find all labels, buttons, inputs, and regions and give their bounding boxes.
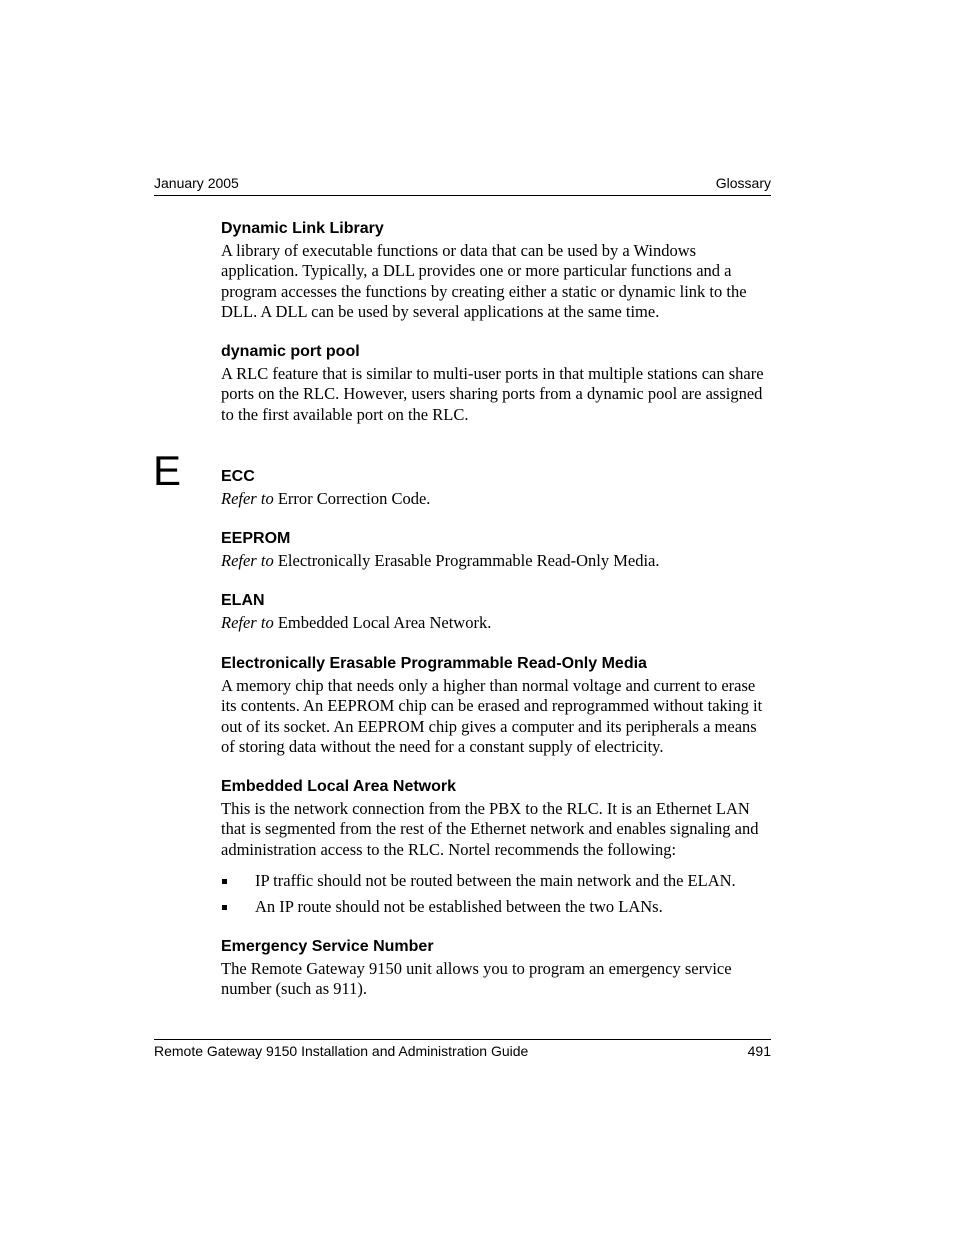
entry-definition: A library of executable functions or data that can be used by a Windows application. Typically, a DLL provides one or more particular functions and a program accesses the functions by creating either a static or dynamic link to the DLL. A DLL can be used by several applications at the same time. — [221, 241, 747, 321]
glossary-entry — [221, 467, 773, 509]
square-bullet-icon — [222, 905, 227, 910]
entry-definition: This is the network connection from the PBX to the RLC. It is an Ethernet LAN that is segmented from the rest of the Ethernet network and enables signaling and administration access to the RLC. Nortel recommends the following: — [221, 799, 759, 859]
refer-to-label: Refer to — [221, 489, 274, 508]
glossary-entry — [221, 937, 773, 1000]
glossary-entry — [221, 529, 773, 571]
glossary-entry — [221, 654, 773, 757]
entry-reference — [221, 551, 773, 571]
refer-target: Embedded Local Area Network. — [277, 613, 492, 632]
entry-definition: A memory chip that needs only a higher than normal voltage and current to erase its contents. An EEPROM chip can be erased and reprogrammed without taking it out of its socket. An EEPROM chip gives a computer and its peripherals a means of storing data without the need for a constant supply of electricity. — [221, 676, 763, 756]
entry-reference — [221, 613, 773, 633]
list-item-text: IP traffic should not be routed between the main network and the ELAN. — [255, 870, 736, 890]
glossary-entry — [221, 342, 773, 425]
entry-term: ELAN — [221, 592, 265, 609]
page-header — [154, 175, 771, 196]
header-section: Glossary — [715, 175, 771, 191]
glossary-entry — [221, 219, 773, 322]
entry-term: Dynamic Link Library — [221, 220, 384, 237]
refer-to-label: Refer to — [221, 551, 274, 570]
refer-to-label: Refer to — [221, 613, 274, 632]
entry-term: Emergency Service Number — [221, 938, 434, 955]
refer-target: Electronically Erasable Programmable Read-Only Media. — [277, 551, 660, 570]
entry-definition: A RLC feature that is similar to multi-user ports in that multiple stations can share ports on the RLC. However, users sharing ports from a dynamic pool are assigned to the first available port on the RLC. — [221, 364, 764, 424]
entry-term: Electronically Erasable Programmable Read-Only Media — [221, 655, 647, 672]
glossary-entry — [221, 591, 773, 633]
entry-term: Embedded Local Area Network — [221, 778, 457, 795]
entry-term: EEPROM — [221, 530, 291, 547]
entry-term: dynamic port pool — [221, 343, 360, 360]
list-item — [221, 897, 773, 917]
page-number: 491 — [747, 1043, 771, 1059]
refer-target: Error Correction Code. — [277, 489, 431, 508]
square-bullet-icon — [222, 879, 227, 884]
list-item — [221, 871, 773, 891]
list-item-text: An IP route should not be established between the two LANs. — [255, 897, 663, 917]
bullet-list — [221, 871, 773, 918]
footer-title: Remote Gateway 9150 Installation and Administration Guide — [154, 1043, 529, 1059]
header-date: January 2005 — [154, 175, 239, 191]
entry-term: ECC — [221, 468, 255, 485]
entry-reference — [221, 489, 773, 509]
glossary-entry — [221, 777, 773, 917]
page-footer — [154, 1039, 771, 1059]
section-letter: E — [153, 447, 182, 494]
entry-definition: The Remote Gateway 9150 unit allows you to program an emergency service number (such as 911). — [221, 959, 732, 999]
